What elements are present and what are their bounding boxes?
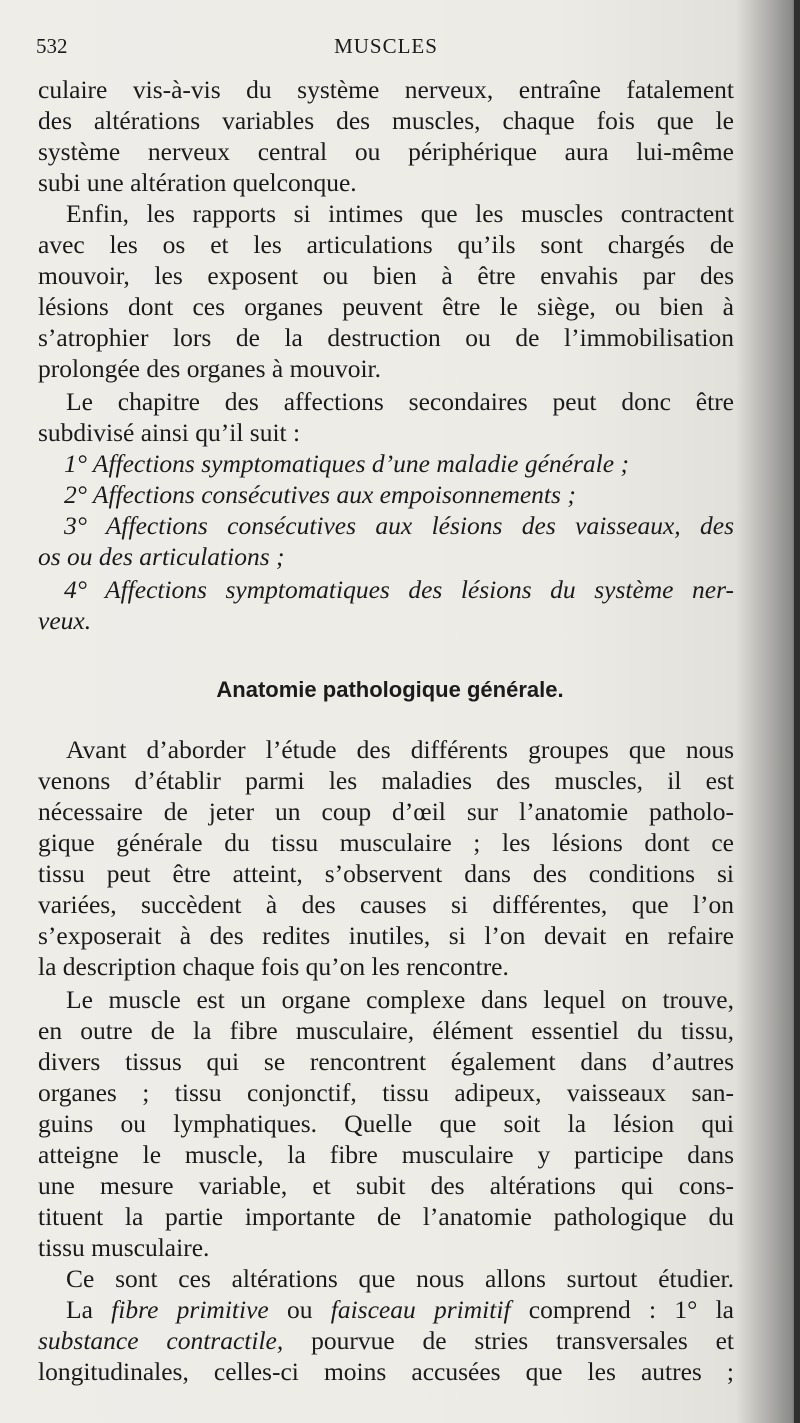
text-line: organes ; tissu conjonctif, tissu adipeux, vaisseaux san-: [38, 1078, 734, 1107]
running-head: MUSCLES: [334, 34, 438, 58]
paragraph-first-line: Le chapitre des affections secondaires peut donc être: [66, 387, 734, 416]
text-line: variées, succèdent à des causes si différentes, que l’on: [38, 890, 734, 919]
text-run: comprend : 1° la: [510, 1295, 734, 1324]
text-line: guins ou lymphatiques. Quelle que soit la lésion qui: [38, 1109, 734, 1138]
text-line: prolongée des organes à mouvoir.: [38, 354, 381, 383]
text-line: longitudinales, celles-ci moins accusées que les autres ;: [38, 1357, 734, 1386]
text-line: venons d’établir parmi les maladies des muscles, il est: [38, 766, 734, 795]
paragraph-first-line: Enfin, les rapports si intimes que les muscles contractent: [66, 199, 734, 228]
text-line: gique générale du tissu musculaire ; les lésions dont ce: [38, 828, 734, 857]
text-line: subi une altération quelconque.: [38, 168, 357, 197]
text-line: lésions dont ces organes peuvent être le siège, ou bien à: [38, 292, 734, 321]
text-line: tituent la partie importante de l’anatomie pathologique du: [38, 1202, 734, 1231]
text-line: une mesure variable, et subit des altérations qui cons-: [38, 1171, 734, 1200]
text-line: [38, 1325, 734, 1356]
paragraph-first-line: Ce sont ces altérations que nous allons surtout étudier.: [66, 1264, 734, 1293]
page-header: [36, 32, 736, 60]
list-item: 3° Affections consécutives aux lésions des vaisseaux, des: [64, 511, 734, 540]
page-edge-shadow: [794, 0, 800, 1423]
section-heading: Anatomie pathologique générale.: [216, 677, 564, 702]
text-line: mouvoir, les exposent ou bien à être envahis par des: [38, 261, 734, 290]
text-line: nécessaire de jeter un coup d’œil sur l’anatomie patholo-: [38, 797, 734, 826]
list-item: 4° Affections symptomatiques des lésions du système ner-: [64, 575, 734, 604]
term-faisceau-primitif: faisceau primitif: [330, 1295, 511, 1324]
text-line: tissu peut être atteint, s’observent dans des conditions si: [38, 859, 734, 888]
text-line: tissu musculaire.: [38, 1233, 210, 1262]
text-line: divers tissus qui se rencontrent également dans d’autres: [38, 1047, 734, 1076]
text-run: ou: [268, 1295, 331, 1324]
list-item: 2° Affections consécutives aux empoisonnements ;: [64, 480, 576, 509]
page-number: 532: [36, 34, 68, 58]
term-fibre-primitive: fibre primitive: [111, 1295, 269, 1324]
text-line: la description chaque fois qu’on les rencontre.: [38, 952, 509, 981]
text-run: pourvue de stries transversales et: [283, 1326, 734, 1355]
paragraph-first-line: Avant d’aborder l’étude des différents groupes que nous: [66, 735, 734, 764]
text-line: s’exposerait à des redites inutiles, si l’on devait en refaire: [38, 921, 734, 950]
text-run: La: [66, 1295, 112, 1324]
text-line: s’atrophier lors de la destruction ou de l’immobilisation: [38, 323, 734, 352]
text-line: atteigne le muscle, la fibre musculaire y participe dans: [38, 1140, 734, 1169]
list-item-continuation: veux.: [38, 606, 92, 635]
text-line: culaire vis-à-vis du système nerveux, entraîne fatalement: [38, 75, 734, 104]
term-substance-contractile: substance contractile,: [38, 1326, 284, 1355]
text-line: système nerveux central ou périphérique aura lui-même: [38, 137, 734, 166]
text-line: avec les os et les articulations qu’ils sont chargés de: [38, 230, 734, 259]
text-line: en outre de la fibre musculaire, élément essentiel du tissu,: [38, 1016, 734, 1045]
text-line: subdivisé ainsi qu’il suit :: [38, 418, 301, 447]
paragraph-first-line: [66, 1294, 734, 1325]
list-item-continuation: os ou des articulations ;: [38, 542, 285, 571]
list-item: 1° Affections symptomatiques d’une maladie générale ;: [64, 449, 629, 478]
text-line: des altérations variables des muscles, chaque fois que le: [38, 106, 734, 135]
paragraph-first-line: Le muscle est un organe complexe dans lequel on trouve,: [66, 985, 734, 1014]
